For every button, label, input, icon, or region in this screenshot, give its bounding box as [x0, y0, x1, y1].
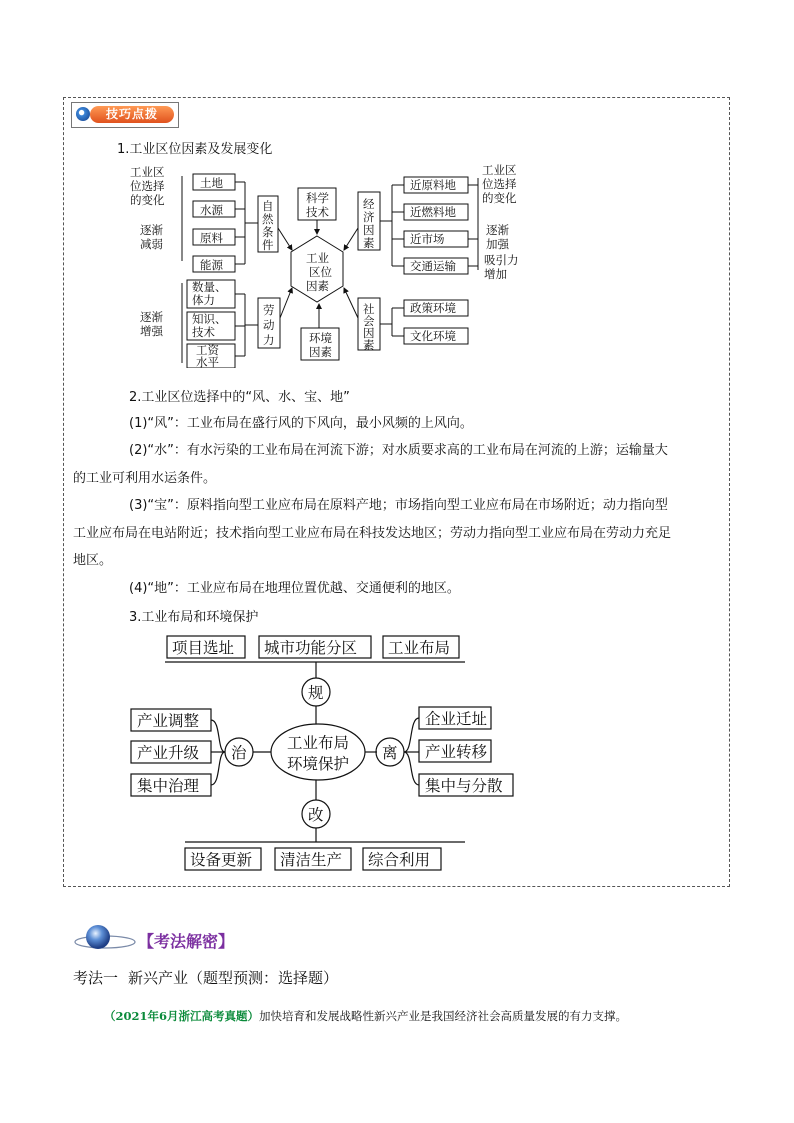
econ-item-transport: 交通运输: [410, 259, 456, 273]
left-item-upgrade: 产业升级: [137, 744, 200, 762]
para-treasure-3: 地区。: [73, 553, 113, 568]
svg-text:力: 力: [263, 333, 275, 347]
industrial-location-diagram: [120, 158, 540, 368]
svg-text:然: 然: [262, 212, 274, 226]
svg-text:动: 动: [263, 318, 275, 332]
svg-text:因素: 因素: [306, 279, 329, 293]
svg-text:减弱: 减弱: [140, 237, 163, 251]
exam-source: （2021年6月浙江高考真题）: [104, 1009, 260, 1023]
kaofa-method: 考法一: [73, 969, 119, 987]
natural-item-water: 水源: [200, 203, 223, 217]
kaofa-heading: [73, 967, 338, 988]
svg-text:逐渐: 逐渐: [486, 223, 509, 237]
natural-item-energy: 能源: [200, 258, 223, 272]
tips-badge-label: 技巧点拨: [90, 106, 174, 123]
econ-item-fuel: 近燃料地: [410, 205, 456, 219]
center-line1: 工业布局: [287, 734, 350, 752]
svg-text:的变化: 的变化: [130, 193, 165, 207]
svg-text:工业区: 工业区: [130, 165, 165, 179]
gui-label: 规: [308, 684, 324, 702]
svg-text:件: 件: [262, 238, 274, 252]
para-treasure-2: 工业应布局在电站附近；技术指向型工业应布局在科技发达地区；劳动力指向型工业应布局在劳动力充足: [73, 526, 672, 541]
svg-text:体力: 体力: [192, 293, 215, 307]
para-water-1: (2)“水”：有水污染的工业布局在河流下游；对水质要求高的工业布局在河流的上游；运输量大: [129, 443, 668, 458]
svg-text:社: 社: [363, 302, 375, 316]
section1-title: 1.工业区位因素及发展变化: [117, 142, 273, 157]
zhi-label: 治: [231, 744, 247, 762]
tips-badge: [71, 102, 179, 128]
svg-text:因: 因: [363, 223, 375, 237]
svg-text:经: 经: [363, 197, 375, 211]
svg-text:会: 会: [363, 314, 375, 328]
svg-text:位选择: 位选择: [130, 179, 165, 193]
svg-text:因: 因: [363, 326, 375, 340]
para-treasure-1: (3)“宝”：原料指向型工业应布局在原料产地；市场指向型工业应布局在市场附近；动力指向型: [129, 498, 668, 513]
right-item-disperse: 集中与分散: [425, 777, 503, 795]
svg-text:位选择: 位选择: [482, 177, 517, 191]
bottom-item-equipment: 设备更新: [190, 851, 253, 869]
econ-item-raw: 近原料地: [410, 178, 456, 192]
svg-text:工业: 工业: [306, 251, 329, 265]
left-item-centralize: 集中治理: [137, 777, 200, 795]
natural-item-material: 原料: [200, 231, 223, 245]
globe-icon: [72, 920, 138, 956]
top-item-layout: 工业布局: [388, 639, 451, 657]
bottom-item-comprehensive: 综合利用: [368, 851, 431, 869]
exam-text: 加快培育和发展战略性新兴产业是我国经济社会高质量发展的有力支撑。: [259, 1009, 628, 1023]
top-item-site: 项目选址: [172, 639, 235, 657]
para-wind: (1)“风”：工业布局在盛行风的下风向，最小风频的上风向。: [129, 416, 473, 431]
svg-text:工业区: 工业区: [482, 163, 517, 177]
right-item-transfer: 产业转移: [425, 743, 488, 761]
svg-text:劳: 劳: [263, 303, 275, 317]
svg-text:逐渐: 逐渐: [140, 223, 163, 237]
svg-text:数量、: 数量、: [192, 280, 227, 294]
svg-text:增加: 增加: [484, 267, 507, 281]
section2-title: 2.工业区位选择中的“风、水、宝、地”: [129, 390, 350, 405]
svg-text:素: 素: [363, 338, 375, 352]
left-item-adjust: 产业调整: [137, 712, 200, 730]
svg-text:的变化: 的变化: [482, 191, 517, 205]
svg-text:工资: 工资: [196, 343, 219, 357]
svg-text:逐渐: 逐渐: [140, 310, 163, 324]
social-item-policy: 政策环境: [410, 301, 456, 315]
exam-question: [104, 1008, 627, 1024]
magnifier-icon: [76, 107, 90, 121]
social-item-culture: 文化环境: [410, 329, 456, 343]
svg-text:水平: 水平: [196, 355, 219, 368]
natural-item-land: 土地: [200, 176, 223, 190]
gai-label: 改: [308, 806, 324, 824]
top-item-zoning: 城市功能分区: [264, 639, 358, 657]
svg-text:环境: 环境: [309, 331, 332, 345]
svg-text:科学: 科学: [306, 191, 329, 205]
svg-text:因素: 因素: [309, 345, 332, 359]
svg-text:知识、: 知识、: [192, 312, 227, 326]
svg-text:增强: 增强: [140, 324, 163, 338]
svg-text:济: 济: [363, 210, 375, 224]
svg-text:加强: 加强: [486, 237, 509, 251]
svg-text:技术: 技术: [192, 325, 215, 339]
right-item-relocate: 企业迁址: [425, 710, 488, 728]
para-water-2: 的工业可利用水运条件。: [73, 471, 217, 486]
section3-title: 3.工业布局和环境保护: [129, 610, 259, 625]
kaofa-title: 【考法解密】: [138, 932, 235, 951]
center-line2: 环境保护: [287, 755, 350, 773]
bottom-item-clean: 清洁生产: [280, 851, 343, 869]
para-land: (4)“地”：工业应布局在地理位置优越、交通便利的地区。: [129, 581, 460, 596]
svg-text:技术: 技术: [306, 205, 329, 219]
svg-text:吸引力: 吸引力: [484, 253, 519, 267]
li-label: 离: [382, 744, 398, 762]
svg-text:素: 素: [363, 236, 375, 250]
svg-text:区位: 区位: [309, 265, 332, 279]
econ-item-market: 近市场: [410, 232, 445, 246]
layout-environment-diagram: [125, 630, 525, 875]
kaofa-name: 新兴产业（题型预测：选择题）: [128, 969, 339, 987]
svg-text:自: 自: [262, 199, 274, 213]
svg-text:条: 条: [262, 225, 274, 239]
